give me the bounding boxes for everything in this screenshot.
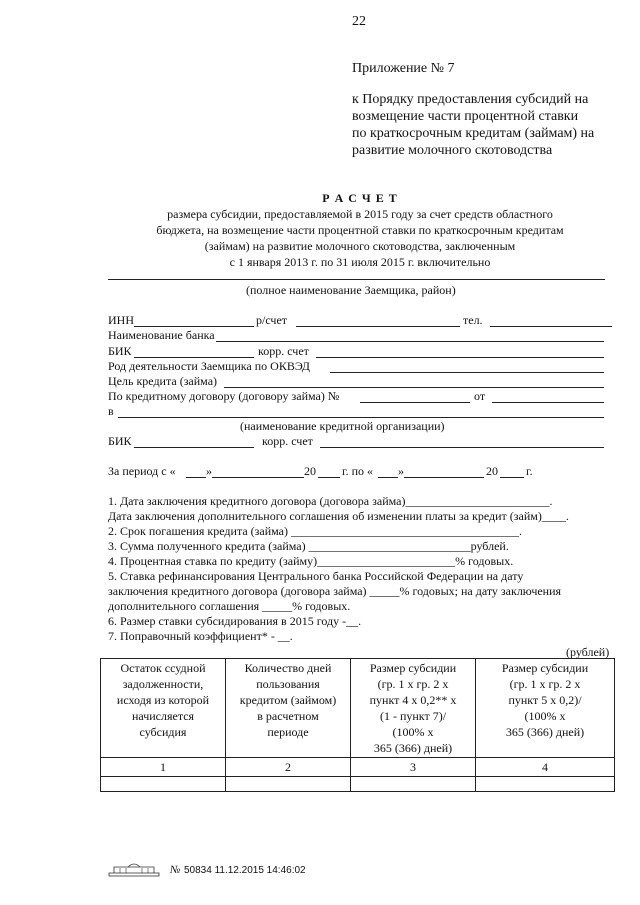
period-end-year[interactable] <box>500 477 524 478</box>
appendix-title: Приложение № 7 <box>352 61 455 76</box>
item-5c: дополнительного соглашения _____% годовых. <box>108 599 351 613</box>
item-5b: заключения кредитного договора (договора займа) _____% годовых; на дату заключения <box>108 584 562 598</box>
okved-field[interactable] <box>330 372 604 373</box>
quote-mark: » <box>398 464 404 478</box>
period-start-year[interactable] <box>318 477 340 478</box>
page-number: 22 <box>352 14 366 29</box>
period-label: За период с « <box>108 464 176 478</box>
item-5: 5. Ставка рефинансирования Центрального банка Российской Федерации на дату <box>108 569 524 583</box>
document-number-icon: № <box>170 864 181 876</box>
appendix-line: развитие молочного скотоводства <box>352 143 553 158</box>
purpose-field[interactable] <box>224 387 604 388</box>
corr-account2-field[interactable] <box>320 447 604 448</box>
creditor-field[interactable] <box>118 417 604 418</box>
period-end-day[interactable] <box>378 477 398 478</box>
bik2-field[interactable] <box>134 447 254 448</box>
year-suffix: г. <box>526 464 533 478</box>
heading-line: размера субсидии, предоставляемой в 2015 году за счет средств областного <box>167 207 553 221</box>
subsidy-table <box>100 658 615 792</box>
period-start-day[interactable] <box>186 477 206 478</box>
contract-number-field[interactable] <box>360 402 470 403</box>
item-1: 1. Дата заключения кредитного договора (договора займа)________________________. <box>108 494 553 508</box>
creditor-caption: (наименование кредитной организации) <box>240 419 445 433</box>
appendix-line: к Порядку предоставления субсидий на <box>352 92 589 107</box>
table-row[interactable] <box>101 777 615 792</box>
table-number-row <box>101 758 615 777</box>
year-prefix: 20 <box>486 464 498 478</box>
table-header-cell: Остаток ссудной задолженности, исходя из которой начисляется субсидия <box>101 659 226 758</box>
table-header-cell: Размер субсидии (гр. 1 х гр. 2 х пункт 4 х 0,2** х (1 - пункт 7)/ (100% х 365 (366) дней) <box>351 659 476 758</box>
item-3: 3. Сумма полученного кредита (займа) ___________________________рублей. <box>108 539 509 553</box>
corr-account-field[interactable] <box>316 357 604 358</box>
item-6: 6. Размер ставки субсидирования в 2015 году -__. <box>108 614 362 628</box>
logo-icon <box>108 861 160 877</box>
inn-field[interactable] <box>134 326 254 327</box>
period-to-label: г. по « <box>342 464 373 478</box>
calc-title: Р А С Ч Е Т <box>322 191 398 205</box>
tel-label: тел. <box>463 313 483 327</box>
item-2: 2. Срок погашения кредита (займа) ______________________________________. <box>108 524 522 538</box>
borrower-caption: (полное наименование Заемщика, район) <box>246 283 456 297</box>
unit-label: (рублей) <box>566 645 610 659</box>
purpose-label: Цель кредита (займа) <box>108 374 218 388</box>
corr-account-label: корр. счет <box>258 344 309 358</box>
table-header-cell: Размер субсидии (гр. 1 х гр. 2 х пункт 5 х 0,2)/ (100% х 365 (366) дней) <box>476 659 615 758</box>
tel-field[interactable] <box>490 326 612 327</box>
account-field[interactable] <box>296 326 460 327</box>
heading-line: с 1 января 2013 г. по 31 июля 2015 г. включительно <box>229 255 491 269</box>
appendix-line: по краткосрочным кредитам (займам) на <box>352 126 595 141</box>
bank-name-label: Наименование банка <box>108 328 215 342</box>
period-start-month[interactable] <box>212 477 304 478</box>
account-label: р/счет <box>256 313 288 327</box>
footer-stamp: 50834 11.12.2015 14:46:02 <box>184 865 306 876</box>
bik2-label: БИК <box>108 434 132 448</box>
year-prefix: 20 <box>304 464 316 478</box>
bank-name-field[interactable] <box>216 341 604 342</box>
table-header-cell: Количество дней пользования кредитом (займом) в расчетном периоде <box>226 659 351 758</box>
in-label: в <box>108 404 114 418</box>
bik-field[interactable] <box>134 357 254 358</box>
table-cell[interactable] <box>226 777 351 792</box>
column-number: 2 <box>226 758 351 777</box>
heading-line: (займам) на развитие молочного скотоводства, заключенным <box>204 239 516 253</box>
heading-line: бюджета, на возмещение части процентной ставки по краткосрочным кредитам <box>156 223 564 237</box>
corr-account2-label: корр. счет <box>262 434 313 448</box>
table-cell[interactable] <box>476 777 615 792</box>
contract-label: По кредитному договору (договору займа) № <box>108 389 340 403</box>
inn-label: ИНН <box>108 313 134 327</box>
borrower-name-line[interactable] <box>108 279 605 280</box>
item-7: 7. Поправочный коэффициент* - __. <box>108 629 293 643</box>
table-cell[interactable] <box>101 777 226 792</box>
quote-mark: » <box>206 464 212 478</box>
from-label: от <box>474 389 486 403</box>
bik-label: БИК <box>108 344 132 358</box>
item-4: 4. Процентная ставка по кредиту (займу)_______________________% годовых. <box>108 554 514 568</box>
table-header-row <box>101 659 615 758</box>
period-end-month[interactable] <box>404 477 484 478</box>
table-cell[interactable] <box>351 777 476 792</box>
column-number: 4 <box>476 758 615 777</box>
appendix-line: возмещение части процентной ставки <box>352 109 579 124</box>
item-1b: Дата заключения дополнительного соглашения об изменении платы за кредит (займ)____. <box>108 509 569 523</box>
column-number: 1 <box>101 758 226 777</box>
contract-date-field[interactable] <box>492 402 604 403</box>
okved-label: Род деятельности Заемщика по ОКВЭД <box>108 359 310 373</box>
column-number: 3 <box>351 758 476 777</box>
